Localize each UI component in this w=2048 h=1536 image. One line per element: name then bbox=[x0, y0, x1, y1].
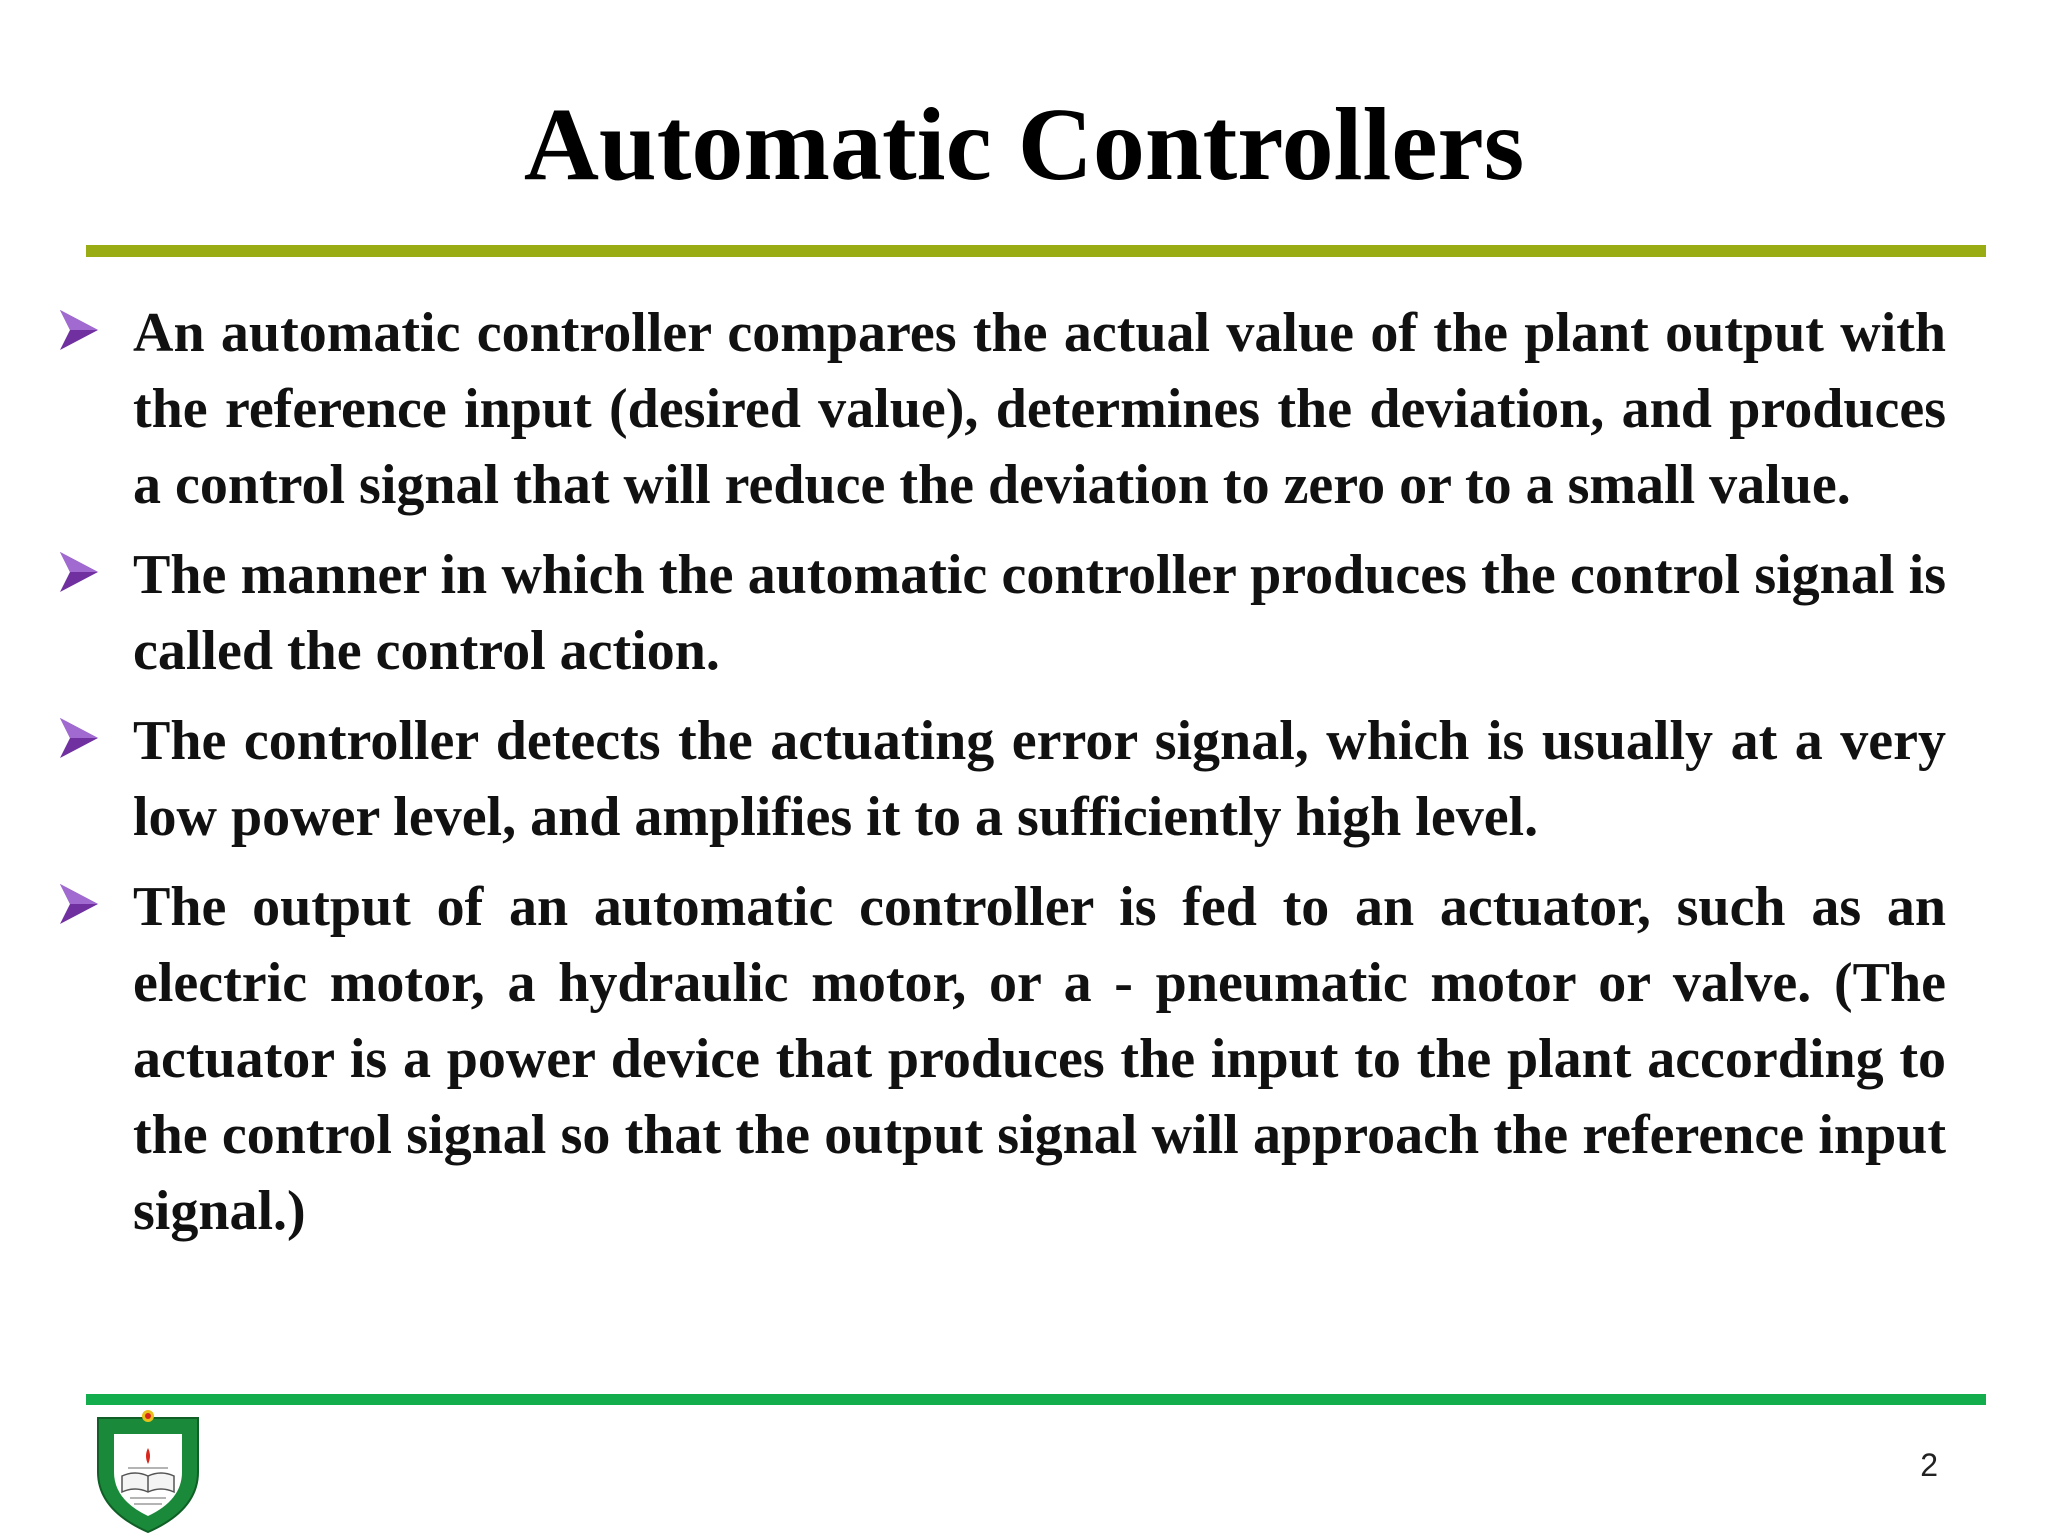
arrow-bullet-icon bbox=[58, 716, 100, 760]
footer-divider bbox=[86, 1394, 1986, 1405]
arrow-bullet-icon bbox=[58, 882, 100, 926]
title-divider bbox=[86, 245, 1986, 257]
bullet-item bbox=[58, 537, 1946, 689]
bullet-text: The controller detects the actuating error signal, which is usually at a very low power level, and amplifies it to a sufficiently high level. bbox=[133, 710, 1946, 848]
page-number: 2 bbox=[1920, 1447, 1938, 1483]
bullet-list bbox=[58, 295, 1946, 1263]
arrow-bullet-icon bbox=[58, 550, 100, 594]
university-crest-icon bbox=[88, 1410, 208, 1536]
bullet-text: The manner in which the automatic controller produces the control signal is called the control action. bbox=[133, 544, 1946, 682]
bullet-text: The output of an automatic controller is fed to an actuator, such as an electric motor, a hydraulic motor, or a - pneumatic motor or valve. (The actuator is a power device that produces the input to the plant according to the control signal so that the output signal will approach the reference input signal.) bbox=[133, 876, 1946, 1242]
bullet-text: An automatic controller compares the actual value of the plant output with the reference input (desired value), determines the deviation, and produces a control signal that will reduce the deviation to zero or to a small value. bbox=[133, 302, 1946, 516]
arrow-bullet-icon bbox=[58, 308, 100, 352]
bullet-item bbox=[58, 869, 1946, 1249]
slide-title: Automatic Controllers bbox=[523, 87, 1525, 202]
bullet-item bbox=[58, 295, 1946, 523]
bullet-item bbox=[58, 703, 1946, 855]
